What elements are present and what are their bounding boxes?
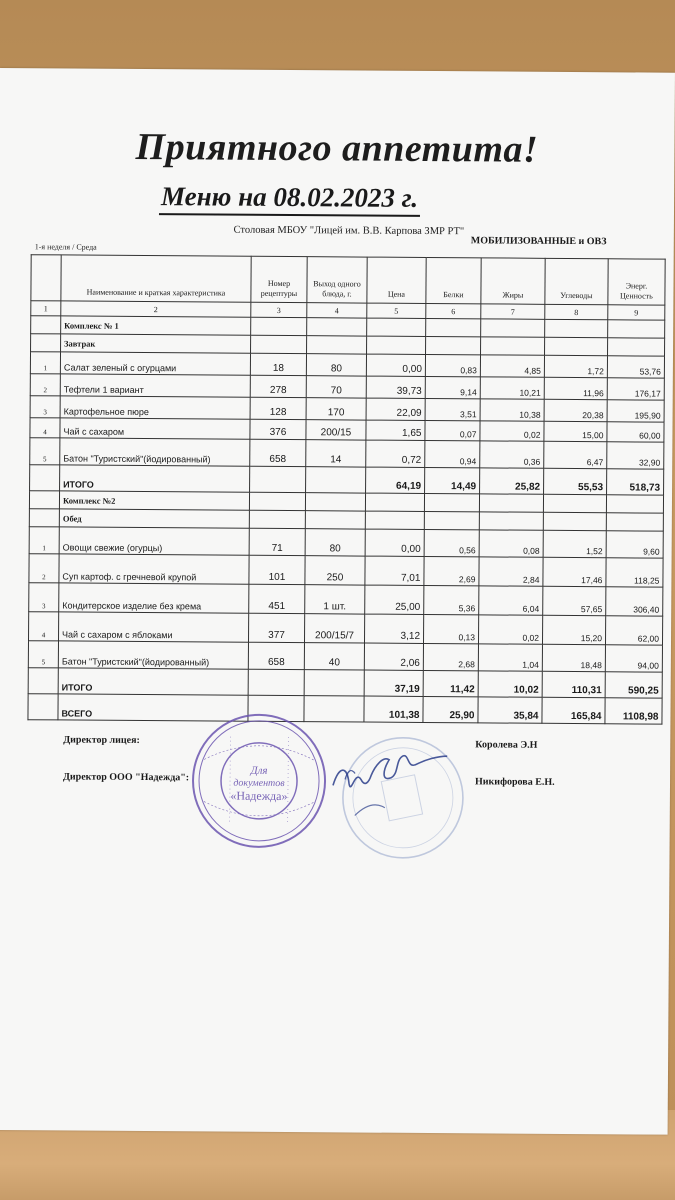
carbs: 15,00 — [544, 421, 607, 441]
portion-yield: 250 — [305, 556, 365, 585]
price: 25,00 — [365, 585, 424, 614]
menu-date-heading: Меню на 08.02.2023 г. — [159, 181, 420, 217]
column-index: 3 — [251, 302, 307, 317]
column-index: 2 — [61, 301, 251, 317]
total-protein: 14,49 — [425, 467, 480, 493]
carbs: 15,20 — [542, 615, 605, 644]
row-number: 2 — [30, 374, 60, 396]
company-director-label: Директор ООО "Надежда": — [63, 771, 190, 784]
price: 22,09 — [366, 398, 425, 420]
recipe-number: 451 — [249, 584, 305, 613]
row-number: 1 — [30, 352, 60, 374]
complex-label: Комплекс №2 — [59, 491, 249, 510]
column-index: 8 — [545, 304, 608, 319]
total-label: ИТОГО — [58, 668, 248, 695]
portion-yield: 1 шт. — [305, 585, 365, 614]
energy: 60,00 — [607, 422, 664, 442]
row-number: 5 — [28, 641, 58, 668]
total-fat: 10,02 — [478, 671, 542, 697]
grand-total-price: 101,38 — [364, 696, 423, 722]
total-energy: 590,25 — [605, 672, 662, 698]
recipe-number: 101 — [249, 555, 305, 584]
protein: 0,83 — [425, 354, 480, 376]
fat: 6,04 — [479, 586, 543, 615]
recipe-number: 71 — [249, 528, 305, 555]
col-header-recipe: Номер рецептуры — [251, 256, 307, 302]
protein: 0,07 — [425, 420, 480, 440]
dish-name: Батон "Туристский"(йодированный) — [60, 438, 250, 466]
energy: 62,00 — [605, 616, 662, 645]
fat: 0,08 — [479, 530, 543, 557]
energy: 32,90 — [607, 442, 664, 469]
column-index: 5 — [367, 303, 426, 318]
page-title: Приятного аппетита! — [135, 125, 539, 171]
row-number: 2 — [29, 554, 59, 583]
price: 0,00 — [366, 354, 425, 376]
fat: 10,21 — [480, 377, 544, 399]
col-header-fat: Жиры — [481, 258, 545, 304]
menu-sheet — [0, 68, 675, 1135]
carbs: 17,46 — [543, 557, 606, 586]
company-stamp — [190, 711, 329, 850]
dish-name: Батон "Туристский"(йодированный) — [58, 641, 248, 669]
dish-name: Картофельное пюре — [60, 396, 250, 419]
energy: 176,17 — [607, 378, 664, 400]
column-index: 7 — [481, 304, 545, 319]
energy: 306,40 — [606, 587, 663, 616]
protein: 9,14 — [425, 376, 480, 398]
portion-yield: 70 — [306, 376, 366, 398]
energy: 118,25 — [606, 558, 663, 587]
total-fat: 25,82 — [480, 468, 544, 494]
column-index: 1 — [31, 301, 61, 316]
grand-total-carbs: 165,84 — [542, 697, 605, 723]
portion-yield: 80 — [306, 354, 366, 376]
row-number: 3 — [29, 583, 59, 612]
meal-label: Обед — [59, 509, 249, 528]
table-row — [29, 612, 663, 645]
portion-yield: 170 — [306, 398, 366, 420]
total-price: 64,19 — [366, 467, 425, 493]
recipe-number: 376 — [250, 419, 306, 439]
table-row — [29, 554, 663, 587]
category-label: МОБИЛИЗОВАННЫЕ и ОВЗ — [470, 235, 607, 248]
complex-label: Комплекс № 1 — [61, 316, 251, 335]
column-index: 9 — [608, 305, 665, 320]
price: 39,73 — [366, 376, 425, 398]
total-price: 37,19 — [364, 670, 423, 696]
company-director-name: Никифорова Е.Н. — [474, 776, 555, 788]
dish-name: Чай с сахаром с яблоками — [59, 612, 249, 642]
protein: 0,94 — [425, 440, 480, 467]
recipe-number: 377 — [248, 613, 304, 642]
protein: 0,13 — [423, 614, 478, 643]
grand-total-row — [28, 694, 662, 724]
grand-total-label: ВСЕГО — [58, 694, 248, 721]
price: 0,72 — [366, 440, 425, 467]
stamp-line-1: Для — [250, 764, 268, 777]
fat: 10,38 — [480, 399, 544, 421]
row-number: 4 — [30, 418, 60, 438]
dish-name: Кондитерское изделие без крема — [59, 583, 249, 613]
fat: 0,02 — [478, 615, 542, 644]
recipe-number: 128 — [250, 397, 306, 419]
stamp-line-3: «Надежда» — [230, 788, 288, 804]
seal-and-signature — [324, 725, 475, 866]
carbs: 11,96 — [544, 377, 607, 399]
price: 7,01 — [365, 556, 424, 585]
menu-table — [27, 254, 665, 724]
dish-name: Тефтели 1 вариант — [60, 374, 250, 397]
recipe-number: 658 — [250, 439, 306, 466]
fat: 0,02 — [480, 421, 544, 441]
protein: 0,56 — [424, 529, 479, 556]
row-number: 4 — [29, 612, 59, 641]
week-day-label: 1-я неделя / Среда — [34, 242, 97, 252]
protein: 5,36 — [424, 585, 479, 614]
energy: 9,60 — [606, 531, 663, 558]
dish-name: Салат зеленый с огурцами — [60, 352, 250, 375]
price: 2,06 — [364, 643, 423, 670]
carbs: 1,52 — [543, 530, 606, 557]
portion-yield: 40 — [304, 643, 364, 670]
column-index: 6 — [426, 303, 481, 318]
total-protein: 11,42 — [423, 670, 478, 696]
table-row — [29, 583, 663, 616]
total-carbs: 110,31 — [542, 671, 605, 697]
carbs: 6,47 — [544, 441, 607, 468]
total-carbs: 55,53 — [544, 468, 607, 494]
col-header-energy: Энерг. Ценность — [608, 259, 665, 305]
carbs: 18,48 — [542, 644, 605, 671]
col-header-protein: Белки — [426, 257, 481, 303]
price: 1,65 — [366, 420, 425, 440]
carbs: 57,65 — [543, 586, 606, 615]
grand-total-protein: 25,90 — [423, 696, 478, 722]
col-header-name: Наименование и краткая характеристика — [61, 255, 251, 302]
recipe-number: 658 — [248, 642, 304, 669]
grand-total-fat: 35,84 — [478, 697, 542, 723]
total-label: ИТОГО — [60, 465, 250, 492]
dish-name: Суп картоф. с гречневой крупой — [59, 554, 249, 584]
portion-yield: 200/15 — [306, 420, 366, 440]
column-index: 4 — [307, 303, 367, 318]
row-number: 5 — [30, 438, 60, 465]
fat: 0,36 — [480, 441, 544, 468]
table-header-row — [31, 255, 665, 305]
canteen-name: Столовая МБОУ "Лицей им. В.В. Карпова ЗМР РТ" — [233, 224, 465, 238]
protein: 2,68 — [423, 643, 478, 670]
dish-name: Овощи свежие (огурцы) — [59, 527, 249, 555]
energy: 195,90 — [607, 400, 664, 422]
carbs: 1,72 — [544, 355, 607, 377]
col-header-yield: Выход одного блюда, г. — [307, 257, 367, 303]
director-name: Королева Э.Н — [475, 739, 538, 751]
recipe-number: 18 — [250, 353, 306, 375]
energy: 94,00 — [605, 645, 662, 672]
grand-total-energy: 1108,98 — [605, 698, 662, 724]
meal-label: Завтрак — [61, 334, 251, 353]
protein: 2,69 — [424, 556, 479, 585]
energy: 53,76 — [607, 356, 664, 378]
price: 0,00 — [365, 529, 424, 556]
protein: 3,51 — [425, 398, 480, 420]
portion-yield: 200/15/7 — [304, 614, 364, 643]
total-energy: 518,73 — [607, 469, 664, 495]
stamp-line-2: документов — [233, 777, 285, 790]
fat: 1,04 — [478, 644, 542, 671]
fat: 2,84 — [479, 557, 543, 586]
dish-name: Чай с сахаром — [60, 418, 250, 439]
col-header-number — [31, 255, 61, 301]
carbs: 20,38 — [544, 399, 607, 421]
portion-yield: 80 — [305, 529, 365, 556]
director-label: Директор лицея: — [63, 734, 140, 746]
row-number: 1 — [29, 527, 59, 554]
col-header-carbs: Углеводы — [545, 258, 608, 304]
fat: 4,85 — [480, 355, 544, 377]
col-header-price: Цена — [367, 257, 426, 303]
portion-yield: 14 — [306, 440, 366, 467]
price: 3,12 — [364, 614, 423, 643]
row-number: 3 — [30, 396, 60, 418]
recipe-number: 278 — [250, 375, 306, 397]
